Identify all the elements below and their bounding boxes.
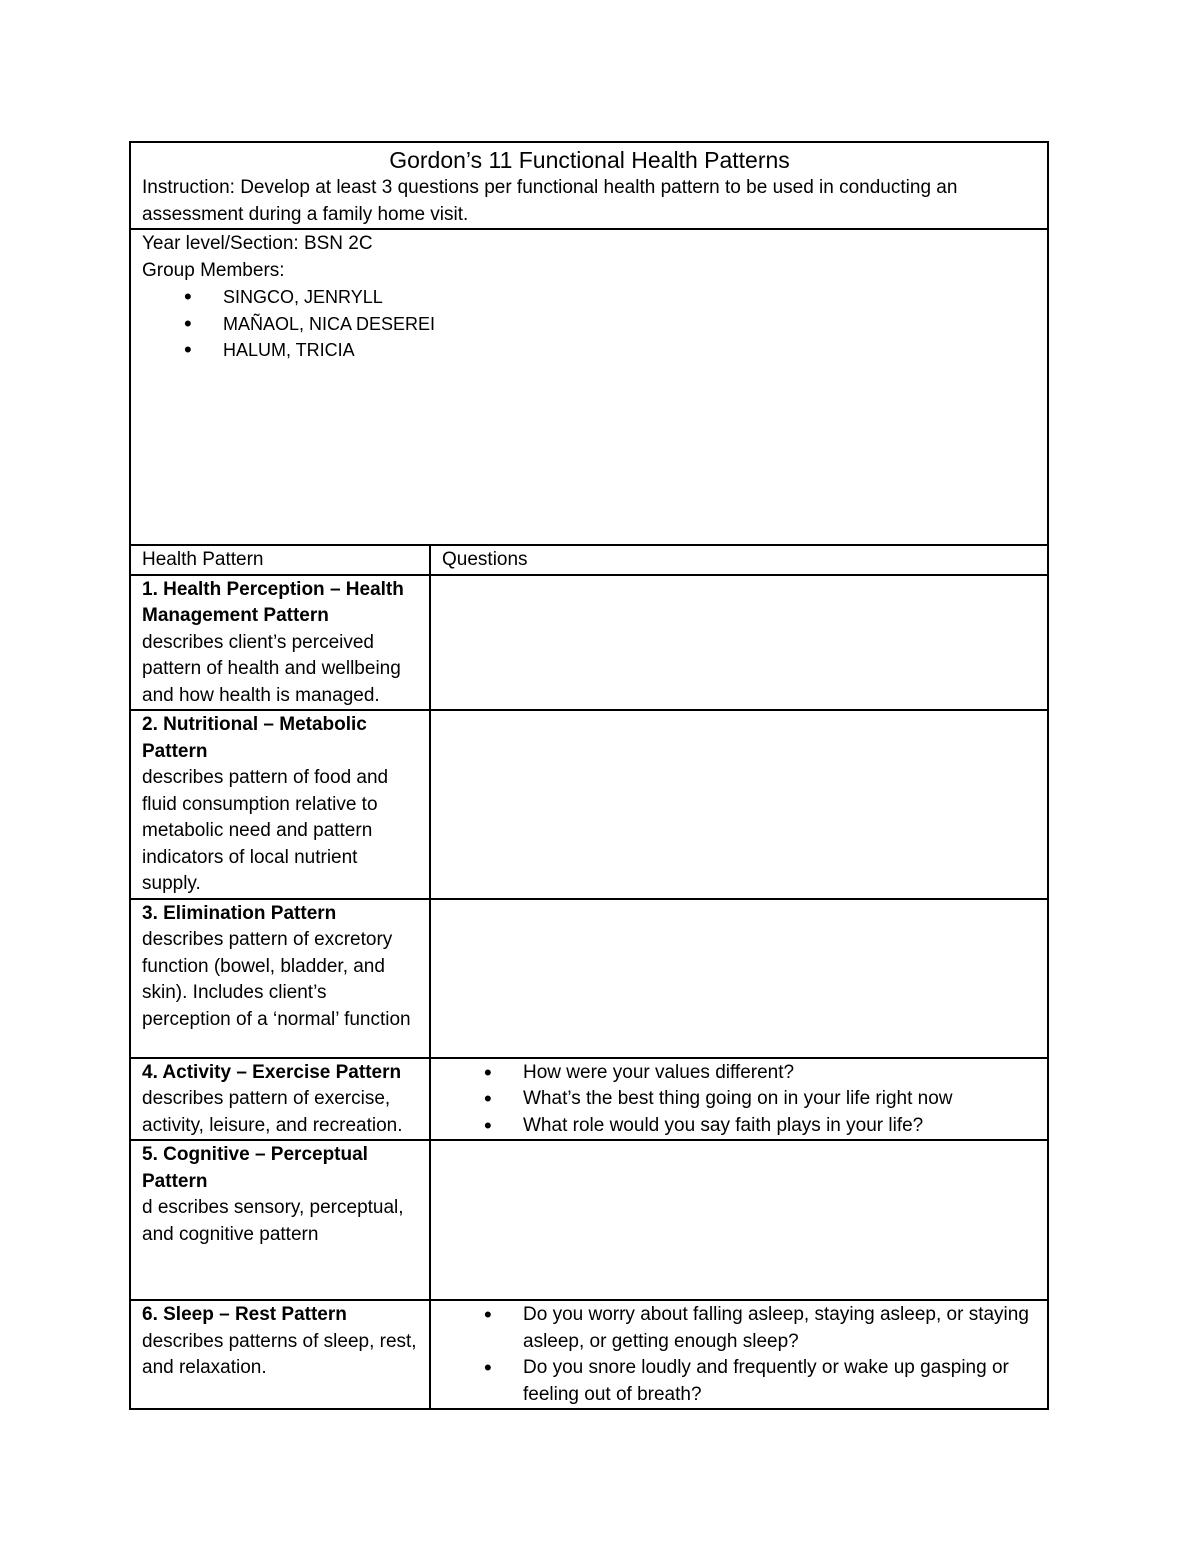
table-row (130, 899, 1048, 1058)
pattern-description: describes client’s perceived pattern of health and wellbeing and how health is managed. (142, 631, 401, 706)
group-members-label: Group Members: (142, 259, 285, 281)
col-header-questions: Questions (430, 545, 1048, 575)
question-item: • Do you worry about falling asleep, staying asleep, or staying asleep, or getting enough sleep? (442, 1302, 1037, 1355)
question-item: • How were your values different? (442, 1060, 1037, 1087)
pattern-title: 5. Cognitive – Perceptual Pattern (142, 1144, 368, 1192)
pattern-description: describes pattern of exercise, activity, leisure, and recreation. (142, 1088, 403, 1136)
pattern-description: describes patterns of sleep, rest, and relaxation. (142, 1330, 417, 1378)
table-row (130, 575, 1048, 711)
pattern-title: 6. Sleep – Rest Pattern (142, 1304, 347, 1325)
member-item: • SINGCO, JENRYLL (142, 284, 1037, 311)
table-row (130, 1140, 1048, 1300)
questions-cell (430, 1300, 1048, 1409)
questions-cell (430, 1140, 1048, 1300)
pattern-description: describes pattern of food and fluid consumption relative to metabolic need and pattern indicators of local nutrient supply. (142, 767, 389, 894)
table-row (130, 710, 1048, 899)
pattern-cell (130, 1058, 430, 1141)
question-list (442, 1060, 1037, 1140)
health-patterns-table (129, 141, 1049, 1410)
info-cell (130, 229, 1048, 545)
questions-cell (430, 575, 1048, 711)
question-list (442, 1302, 1037, 1408)
pattern-cell (130, 575, 430, 711)
pattern-description: describes pattern of excretory function (bowel, bladder, and skin). Includes client’s perception of a ‘normal’ function (142, 929, 411, 1030)
info-row (130, 229, 1048, 545)
year-level-text: Year level/Section: BSN 2C (142, 233, 373, 254)
member-list (142, 284, 1037, 364)
table-row (130, 1300, 1048, 1409)
question-item: • Do you snore loudly and frequently or wake up gasping or feeling out of breath? (442, 1355, 1037, 1408)
pattern-description: d escribes sensory, perceptual, and cognitive pattern (142, 1197, 404, 1245)
member-item: • HALUM, TRICIA (142, 337, 1037, 364)
header-row (130, 142, 1048, 229)
pattern-cell (130, 1300, 430, 1409)
table-row (130, 1058, 1048, 1141)
questions-cell (430, 1058, 1048, 1141)
column-header-row (130, 545, 1048, 575)
pattern-title: 3. Elimination Pattern (142, 902, 337, 924)
questions-cell (430, 710, 1048, 899)
pattern-title: 4. Activity – Exercise Pattern (142, 1061, 402, 1083)
pattern-cell (130, 710, 430, 899)
instruction-text: Instruction: Develop at least 3 questions per functional health pattern to be used in conducting an assessment during a family home visit. (142, 177, 958, 225)
col-header-pattern: Health Pattern (130, 545, 430, 575)
pattern-cell (130, 1140, 430, 1300)
questions-cell (430, 899, 1048, 1058)
question-item: • What’s the best thing going on in your life right now (442, 1086, 1037, 1113)
page-title: Gordon’s 11 Functional Health Patterns (389, 147, 790, 173)
pattern-title: 2. Nutritional – Metabolic Pattern (142, 714, 367, 762)
pattern-title: 1. Health Perception – Health Management Pattern (142, 578, 404, 626)
pattern-cell (130, 899, 430, 1058)
member-item: • MAÑAOL, NICA DESEREI (142, 311, 1037, 338)
question-item: • What role would you say faith plays in your life? (442, 1113, 1037, 1140)
header-cell (130, 142, 1048, 229)
